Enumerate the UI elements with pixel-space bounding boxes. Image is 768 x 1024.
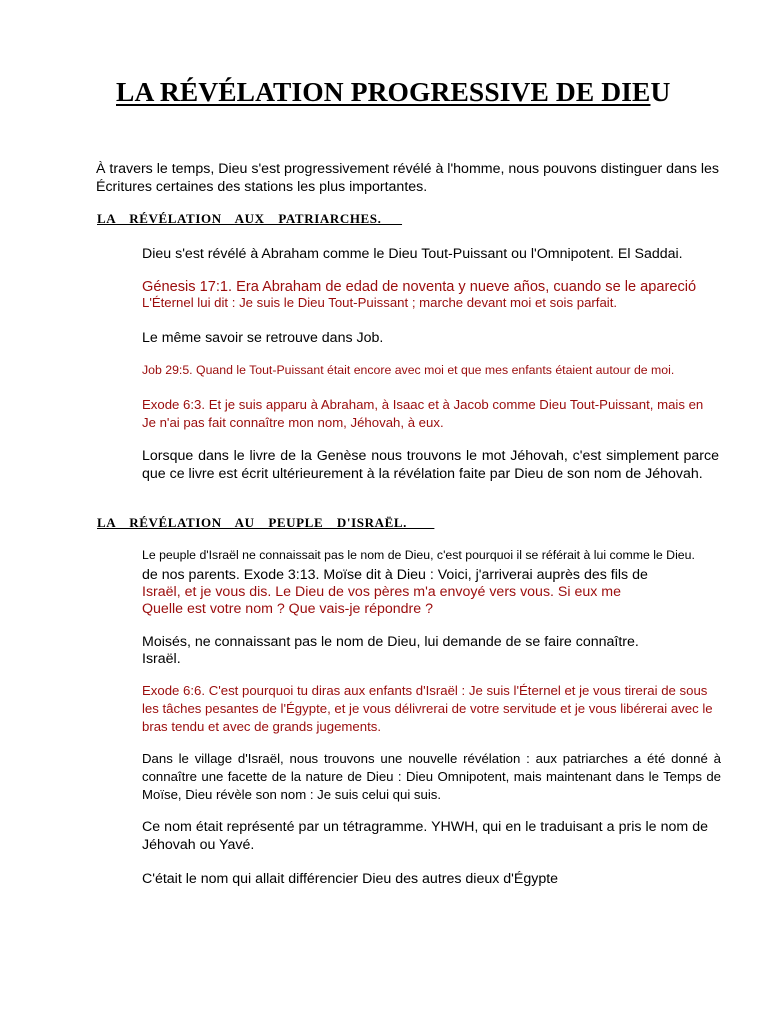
paragraph-egypte: C'était le nom qui allait différencier Dieu des autres dieux d'Égypte xyxy=(142,871,559,887)
quote-genesis-line2: L'Éternel lui dit : Je suis le Dieu Tout-Puissant ; marche devant moi et sois parfait. xyxy=(142,295,618,310)
page-title-underlined: LA RÉVÉLATION PROGRESSIVE DE DIE xyxy=(116,76,651,107)
quote-exode-3-13-line2: Quelle est votre nom ? Que vais-je répondre ? xyxy=(142,601,433,617)
intro-paragraph: À travers le temps, Dieu s'est progressivement révélé à l'homme, nous pouvons distinguer dans les Écritures certaines des stations les plus importantes. xyxy=(96,161,719,195)
section-heading-israel: LA RÉVÉLATION AU PEUPLE D'ISRAËL. xyxy=(97,515,435,530)
paragraph-tetragramme: Ce nom était représenté par un tétragramme. YHWH, qui en le traduisant a pris le nom de Jéhovah ou Yavé. xyxy=(142,819,708,853)
quote-exode-6-6: Exode 6:6. C'est pourquoi tu diras aux enfants d'Israël : Je suis l'Éternel et je vous tirerai de sous les tâches pesantes de l'Égypte, et je vous délivrerai de votre servitude et je vous libérerai avec le bras tendu et avec de grands jugements. xyxy=(142,683,713,734)
paragraph-israel-continued: de nos parents. Exode 3:13. Moïse dit à Dieu : Voici, j'arriverai auprès des fils de xyxy=(142,567,648,583)
paragraph-village: Dans le village d'Israël, nous trouvons une nouvelle révélation : aux patriarches a été donné à connaître une facette de la nature de Dieu : Dieu Omnipotent, mais maintenant dans le Temps de Moïse, Dieu révèle son nom : Je suis celui qui suis. xyxy=(142,751,721,802)
paragraph-moises-line2: Israël. xyxy=(142,651,181,667)
page-title-rest: U xyxy=(650,76,671,107)
paragraph-genese: Lorsque dans le livre de la Genèse nous trouvons le mot Jéhovah, c'est simplement parce que ce livre est écrit ultérieurement à la révélation faite par Dieu de son nom de Jéhovah. xyxy=(142,448,719,482)
quote-genesis-line1: Génesis 17:1. Era Abraham de edad de noventa y nueve años, cuando se le apareció xyxy=(142,279,697,295)
paragraph-job: Le même savoir se retrouve dans Job. xyxy=(142,330,384,346)
paragraph-israel-small: Le peuple d'Israël ne connaissait pas le nom de Dieu, c'est pourquoi il se référait à lui comme le Dieu. xyxy=(142,548,695,562)
page-title xyxy=(116,76,670,108)
quote-exode-3-13-line1: Israël, et je vous dis. Le Dieu de vos pères m'a envoyé vers vous. Si eux me xyxy=(142,584,622,600)
paragraph-abraham: Dieu s'est révélé à Abraham comme le Dieu Tout-Puissant ou l'Omnipotent. El Saddai. xyxy=(142,246,683,262)
section-heading-patriarchs: LA RÉVÉLATION AUX PATRIARCHES. xyxy=(97,211,403,226)
quote-job: Job 29:5. Quand le Tout-Puissant était encore avec moi et que mes enfants étaient autour de moi. xyxy=(142,363,675,377)
paragraph-moises-line1: Moisés, ne connaissant pas le nom de Dieu, lui demande de se faire connaître. xyxy=(142,634,639,650)
quote-exode-6-3: Exode 6:3. Et je suis apparu à Abraham, à Isaac et à Jacob comme Dieu Tout-Puissant, mais en Je n'ai pas fait connaître mon nom, Jéhovah, à eux. xyxy=(142,397,704,430)
